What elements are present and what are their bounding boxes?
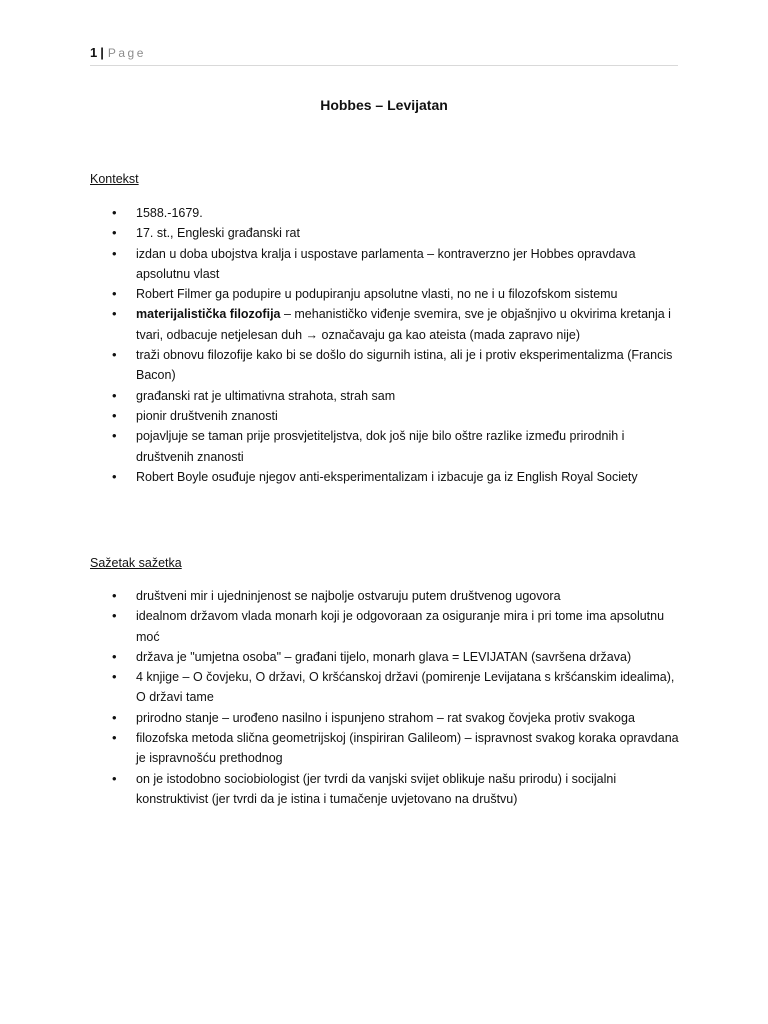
bullet-text: 1588.-1679.	[136, 206, 203, 220]
bullet-text: država je "umjetna osoba" – građani tijelo, monarh glava = LEVIJATAN (savršena država)	[136, 649, 632, 664]
bullet-item	[90, 304, 680, 345]
bullet-text: Robert Boyle osuđuje njegov anti-eksperimentalizam i izbacuje ga iz English Royal Society	[136, 469, 638, 484]
page-separator: |	[100, 45, 104, 60]
page-number: 1	[90, 45, 98, 60]
bullet-item	[90, 586, 680, 606]
bullet-text: idealnom državom vlada monarh koji je odgovoraan za osiguranje mira i pri tome ima apsolutnu moć	[136, 609, 665, 644]
bullet-text: on je istodobno sociobiologist (jer tvrdi da vanjski svijet oblikuje našu prirodu) i socijalni konstruktivist (jer tvrdi da je istina i tumačenje uvjetovano na društvu)	[136, 771, 617, 806]
bullet-item	[90, 244, 680, 285]
document-title: Hobbes – Levijatan	[320, 97, 448, 113]
bullet-text: 17. st., Engleski građanski rat	[136, 226, 300, 241]
bullet-text: pojavljuje se taman prije prosvjetiteljstva, dok još nije bilo oštre razlike između prirodnih i društvenih znanosti	[136, 429, 625, 464]
bullet-item	[90, 406, 680, 426]
bullet-text: – mehanističko viđenje svemira, sve je objašnjivo u okvirima kretanja i tvari, odbacuje netjelesan duh → označavaju ga kao ateista (mada zapravo nije)	[136, 307, 671, 342]
bullet-item	[90, 606, 680, 647]
bullet-bold-term: materijalistička filozofija	[136, 307, 281, 322]
bullet-item	[90, 426, 680, 467]
summary-bullet-list	[90, 586, 680, 809]
context-bullet-list	[90, 203, 680, 487]
bullet-text: traži obnovu filozofije kako bi se došlo do sigurnih istina, ali je i protiv eksperimentalizma (Francis Bacon)	[136, 348, 673, 383]
bullet-text: filozofska metoda slična geometrijskoj (inspiriran Galileom) – ispravnost svakog koraka opravdana je ispravnošću prethodnog	[136, 731, 679, 766]
bullet-text: prirodno stanje – urođeno nasilno i ispunjeno strahom – rat svakog čovjeka protiv svakoga	[136, 710, 635, 725]
page-label: Page	[107, 46, 146, 60]
bullet-item	[90, 203, 680, 223]
bullet-item	[90, 667, 680, 708]
bullet-item	[90, 386, 680, 406]
section-heading-kontekst: Kontekst	[90, 172, 139, 186]
bullet-text: izdan u doba ubojstva kralja i uspostave parlamenta – kontraverzno jer Hobbes opravdava apsolutnu vlast	[136, 246, 636, 281]
bullet-text: građanski rat je ultimativna strahota, strah sam	[136, 388, 396, 403]
bullet-text: društveni mir i ujedninjenost se najbolje ostvaruju putem društvenog ugovora	[136, 589, 561, 603]
bullet-item	[90, 284, 680, 304]
bullet-text: Robert Filmer ga podupire u podupiranju apsolutne vlasti, no ne i u filozofskom sistemu	[136, 287, 618, 302]
page-header	[90, 45, 678, 66]
bullet-text: 4 knjige – O čovjeku, O državi, O kršćanskoj državi (pomirenje Levijatana s kršćanskim idealima), O državi tame	[136, 670, 675, 705]
bullet-item	[90, 728, 680, 769]
bullet-item	[90, 345, 680, 386]
bullet-item	[90, 708, 680, 728]
bullet-item	[90, 223, 680, 243]
bullet-item	[90, 769, 680, 810]
bullet-item	[90, 647, 680, 667]
section-heading-sazetak: Sažetak sažetka	[90, 556, 182, 570]
bullet-item	[90, 467, 680, 487]
bullet-text: pionir društvenih znanosti	[136, 408, 278, 423]
